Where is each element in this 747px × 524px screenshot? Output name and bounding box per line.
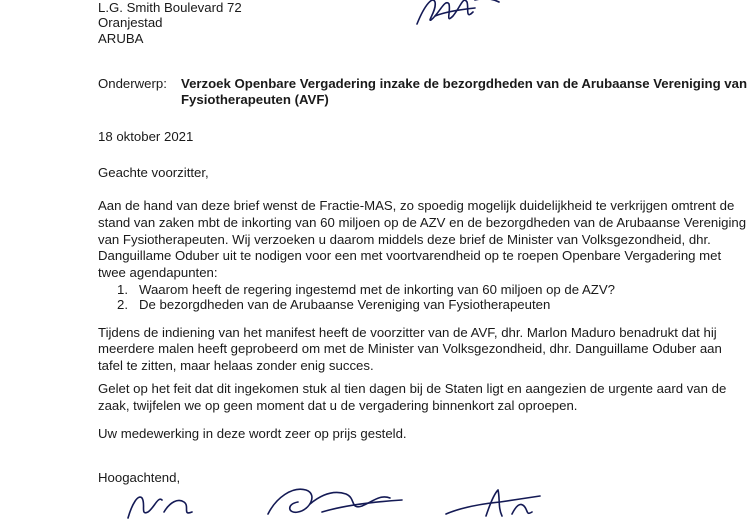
address-street: L.G. Smith Boulevard 72 bbox=[98, 0, 242, 15]
header-signature-stroke-1 bbox=[417, 0, 473, 24]
header-signature bbox=[405, 0, 515, 34]
letter-date: 18 oktober 2021 bbox=[98, 129, 194, 144]
paragraph-3-line: zaak, twijfelen we op geen moment dat u de vergadering binnenkort zal oproepen. bbox=[98, 398, 578, 413]
subject-label: Onderwerp: bbox=[98, 76, 167, 91]
subject-line-1: Verzoek Openbare Vergadering inzake de bezorgdheden van de Arubaanse Vereniging van bbox=[181, 76, 747, 91]
paragraph-2-line: tafel te zitten, maar helaas zonder enig succes. bbox=[98, 358, 374, 373]
signature-2 bbox=[262, 480, 412, 520]
address-country: ARUBA bbox=[98, 31, 144, 46]
paragraph-2-line: Tijdens de indiening van het manifest heeft de voorzitter van de AVF, dhr. Marlon Maduro benadrukt dat hij bbox=[98, 325, 717, 340]
paragraph-1-line: twee agendapunten: bbox=[98, 265, 218, 280]
signature-2-stroke-2 bbox=[310, 492, 390, 506]
signature-2-stroke-1 bbox=[268, 489, 312, 514]
signature-1 bbox=[120, 482, 230, 522]
salutation: Geachte voorzitter, bbox=[98, 165, 209, 180]
closing: Hoogachtend, bbox=[98, 470, 181, 485]
signature-1-stroke-1 bbox=[128, 497, 162, 518]
subject-line-2: Fysiotherapeuten (AVF) bbox=[181, 92, 329, 107]
paragraph-2-line: meerdere malen heeft geprobeerd om met de Minister van Volksgezondheid, dhr. Danguillame Oduber aan bbox=[98, 341, 722, 356]
address-city: Oranjestad bbox=[98, 15, 163, 30]
agenda-item-text: Waarom heeft de regering ingestemd met de inkorting van 60 miljoen op de AZV? bbox=[139, 282, 615, 297]
agenda-item-number: 1. bbox=[117, 282, 128, 297]
paragraph-1-line: Danguillame Oduber uit te nodigen voor een met voortvarendheid op te roepen Openbare Vergadering met bbox=[98, 248, 722, 263]
paragraph-1-line: Aan de hand van deze brief wenst de Fractie-MAS, zo spoedig mogelijk duidelijkheid te verkrijgen omtrent de bbox=[98, 198, 735, 213]
signature-1-stroke-2 bbox=[164, 500, 192, 512]
agenda-item-number: 2. bbox=[117, 297, 128, 312]
header-signature-stroke-3 bbox=[475, 0, 499, 2]
paragraph-4: Uw medewerking in deze wordt zeer op prijs gesteld. bbox=[98, 426, 407, 441]
paragraph-1-line: van Fysiotherapeuten. Wij verzoeken u daarom middels deze brief de Minister van Volksgezondheid, dhr. bbox=[98, 232, 711, 247]
signature-3-stroke-3 bbox=[512, 504, 532, 514]
paragraph-3-line: Gelet op het feit dat dit ingekomen stuk al tien dagen bij de Staten ligt en aangezien de urgente aard van de bbox=[98, 381, 727, 396]
agenda-item-text: De bezorgdheden van de Arubaanse Vereniging van Fysiotherapeuten bbox=[139, 297, 551, 312]
signature-3 bbox=[440, 484, 560, 524]
paragraph-1-line: stand van zaken mbt de inkorting van 60 miljoen op de AZV en de bezorgdheden van de Arubaanse Vereniging bbox=[98, 215, 747, 230]
